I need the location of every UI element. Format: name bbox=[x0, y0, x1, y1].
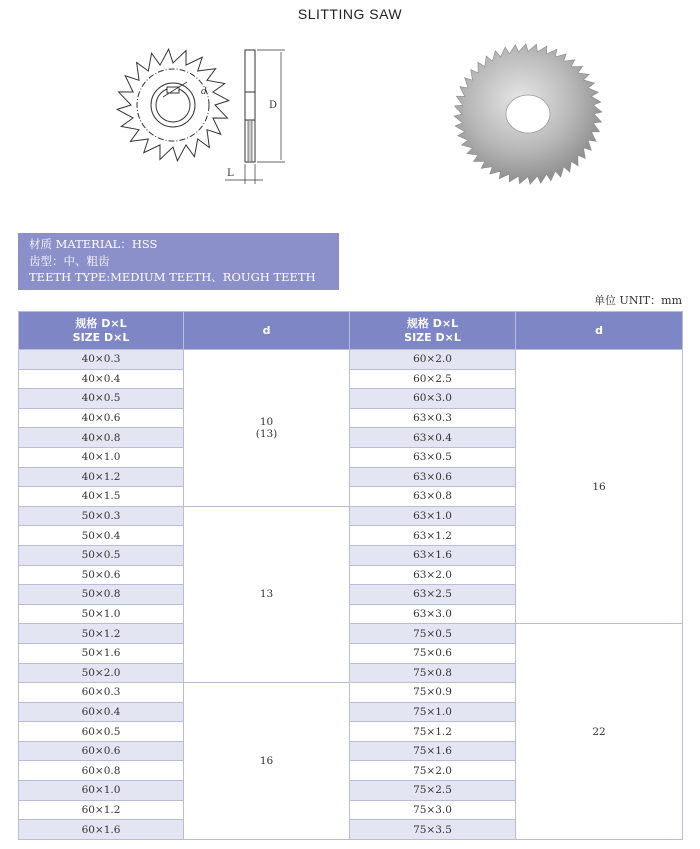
table-row bbox=[19, 350, 350, 370]
size-cell: 75×2.5 bbox=[350, 781, 516, 801]
size-cell: 40×1.0 bbox=[19, 447, 184, 467]
size-cell: 63×0.5 bbox=[350, 447, 516, 467]
d-cell: 16 bbox=[184, 683, 350, 840]
saw-blade-photo bbox=[448, 38, 608, 188]
size-cell: 60×0.4 bbox=[19, 702, 184, 722]
D-label: D bbox=[269, 100, 278, 111]
unit-label: 单位 UNIT：mm bbox=[594, 294, 682, 307]
size-cell: 75×0.6 bbox=[350, 643, 516, 663]
size-cell: 60×2.5 bbox=[350, 369, 516, 389]
size-table-left bbox=[18, 311, 350, 840]
L-label: L bbox=[227, 168, 234, 179]
size-cell: 40×0.4 bbox=[19, 369, 184, 389]
size-cell: 60×1.6 bbox=[19, 820, 184, 840]
size-cell: 63×3.0 bbox=[350, 604, 516, 624]
size-cell: 63×2.5 bbox=[350, 585, 516, 605]
size-cell: 50×1.0 bbox=[19, 604, 184, 624]
size-cell: 60×0.5 bbox=[19, 722, 184, 742]
table-row bbox=[350, 350, 683, 370]
size-cell: 40×0.8 bbox=[19, 428, 184, 448]
size-cell: 40×0.5 bbox=[19, 389, 184, 409]
d-cell: 16 bbox=[516, 350, 683, 624]
size-cell: 63×1.0 bbox=[350, 506, 516, 526]
size-cell: 50×0.5 bbox=[19, 545, 184, 565]
size-cell: 60×3.0 bbox=[350, 389, 516, 409]
table-row bbox=[350, 624, 683, 644]
size-cell: 50×0.4 bbox=[19, 526, 184, 546]
size-cell: 50×0.8 bbox=[19, 585, 184, 605]
size-cell: 63×2.0 bbox=[350, 565, 516, 585]
spec-box bbox=[18, 233, 339, 290]
size-cell: 63×0.6 bbox=[350, 467, 516, 487]
header-d: d bbox=[516, 312, 683, 350]
size-cell: 60×1.2 bbox=[19, 800, 184, 820]
d-cell: 10 (13) bbox=[184, 350, 350, 507]
size-cell: 60×0.6 bbox=[19, 741, 184, 761]
d-label: d bbox=[201, 87, 207, 97]
header-size: 规格 D×L SIZE D×L bbox=[19, 312, 184, 350]
size-cell: 75×0.8 bbox=[350, 663, 516, 683]
size-cell: 50×0.3 bbox=[19, 506, 184, 526]
saw-teeth-outline bbox=[117, 49, 229, 161]
size-cell: 63×1.2 bbox=[350, 526, 516, 546]
table-row bbox=[19, 506, 350, 526]
teeth-type-en: TEETH TYPE:MEDIUM TEETH、ROUGH TEETH bbox=[29, 270, 316, 284]
size-cell: 40×1.5 bbox=[19, 487, 184, 507]
d-cell: 13 bbox=[184, 506, 350, 682]
size-cell: 50×0.6 bbox=[19, 565, 184, 585]
header-d: d bbox=[184, 312, 350, 350]
size-cell: 60×1.0 bbox=[19, 781, 184, 801]
size-cell: 60×2.0 bbox=[350, 350, 516, 370]
size-cell: 63×0.8 bbox=[350, 487, 516, 507]
size-cell: 75×0.5 bbox=[350, 624, 516, 644]
size-cell: 75×0.9 bbox=[350, 683, 516, 703]
size-cell: 50×2.0 bbox=[19, 663, 184, 683]
size-cell: 40×1.2 bbox=[19, 467, 184, 487]
size-cell: 75×2.0 bbox=[350, 761, 516, 781]
size-cell: 75×1.6 bbox=[350, 741, 516, 761]
size-cell: 40×0.3 bbox=[19, 350, 184, 370]
size-cell: 75×1.2 bbox=[350, 722, 516, 742]
size-cell: 63×0.4 bbox=[350, 428, 516, 448]
size-cell: 60×0.8 bbox=[19, 761, 184, 781]
size-cell: 50×1.6 bbox=[19, 643, 184, 663]
size-cell: 50×1.2 bbox=[19, 624, 184, 644]
d-cell: 22 bbox=[516, 624, 683, 840]
size-cell: 63×0.3 bbox=[350, 408, 516, 428]
saw-technical-drawing bbox=[115, 42, 315, 192]
teeth-type-cn: 齿型：中、粗齿 bbox=[29, 253, 110, 268]
page-title: SLITTING SAW bbox=[297, 6, 403, 22]
header-size: 规格 D×L SIZE D×L bbox=[350, 312, 516, 350]
size-table-right bbox=[349, 311, 683, 840]
size-cell: 60×0.3 bbox=[19, 683, 184, 703]
size-cell: 40×0.6 bbox=[19, 408, 184, 428]
size-cell: 75×1.0 bbox=[350, 702, 516, 722]
size-cell: 63×1.6 bbox=[350, 545, 516, 565]
material-text: 材质 MATERIAL：HSS bbox=[29, 237, 158, 251]
size-cell: 75×3.5 bbox=[350, 820, 516, 840]
size-cell: 75×3.0 bbox=[350, 800, 516, 820]
table-row bbox=[19, 683, 350, 703]
